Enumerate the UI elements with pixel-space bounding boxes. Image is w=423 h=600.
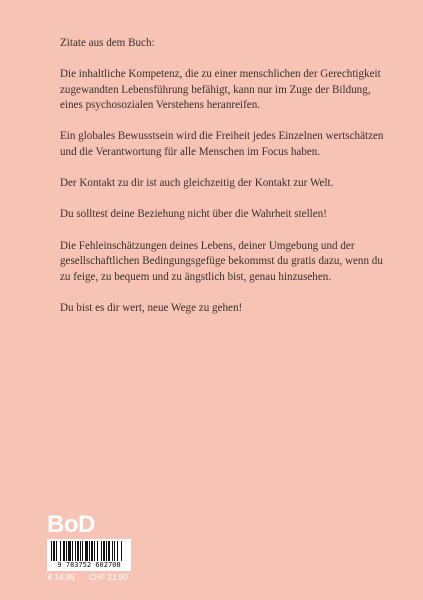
barcode-bar bbox=[60, 541, 61, 561]
barcode-bar bbox=[53, 541, 55, 561]
barcode-bar bbox=[112, 541, 113, 561]
quote-paragraph: Der Kontakt zu dir ist auch gleichzeitig der Kontakt zur Welt. bbox=[60, 177, 334, 190]
barcode-bar bbox=[103, 541, 105, 561]
barcode-bar bbox=[114, 541, 115, 561]
barcode-bar bbox=[75, 541, 76, 561]
isbn-barcode bbox=[47, 539, 131, 571]
barcode-bars bbox=[51, 541, 127, 561]
barcode-bar bbox=[85, 541, 88, 561]
barcode-bar bbox=[77, 541, 79, 561]
price-chf: CHF 21.90 bbox=[88, 573, 128, 582]
barcode-bar bbox=[94, 541, 95, 561]
barcode-bar bbox=[82, 541, 83, 561]
publisher-logo: BoD bbox=[47, 511, 95, 538]
price-line bbox=[48, 573, 128, 583]
barcode-bar bbox=[117, 541, 118, 561]
back-cover-text bbox=[60, 36, 390, 332]
barcode-bar bbox=[106, 541, 107, 561]
barcode-bar bbox=[68, 541, 71, 561]
barcode-digits: 9 783752 602708 bbox=[57, 561, 121, 569]
quote-paragraph: Die Fehleinschätzungen deines Lebens, deiner Umgebung und der gesellschaftlichen Bedingungsgefüge bekommst du gratis dazu, wenn du zu feige, zu bequem und zu ängstlich bist, genau hinzusehen. bbox=[60, 239, 383, 283]
barcode-bar bbox=[80, 541, 81, 561]
barcode-bar bbox=[97, 541, 98, 561]
quote-paragraph: Ein globales Bewusstsein wird die Freiheit jedes Einzelnen wertschätzen und die Verantwortung für alle Menschen im Focus haben. bbox=[60, 130, 384, 159]
quotes-heading: Zitate aus dem Buch: bbox=[60, 37, 155, 49]
barcode-bar bbox=[121, 541, 122, 561]
barcode-bar bbox=[108, 541, 110, 561]
barcode-bar bbox=[63, 541, 65, 561]
quote-paragraph: Die inhaltliche Kompetenz, die zu einer menschlichen der Gerechtigkeit zugewandten Lebensführung befähigt, kann nur im Zuge der Bildung, eines psychosozialen Verstehens heranreifen. bbox=[60, 68, 381, 112]
price-eur: € 14.95 bbox=[48, 573, 75, 582]
quote-paragraph: Du solltest deine Beziehung nicht über die Wahrheit stellen! bbox=[60, 208, 327, 221]
barcode-bar bbox=[101, 541, 102, 561]
barcode-bar bbox=[56, 541, 57, 561]
barcode-bar bbox=[72, 541, 73, 561]
barcode-bar bbox=[66, 541, 67, 561]
barcode-bar bbox=[89, 541, 90, 561]
barcode-bar bbox=[51, 541, 52, 561]
quote-paragraph: Du bist es dir wert, neue Wege zu gehen! bbox=[60, 302, 243, 314]
barcode-bar bbox=[91, 541, 93, 561]
